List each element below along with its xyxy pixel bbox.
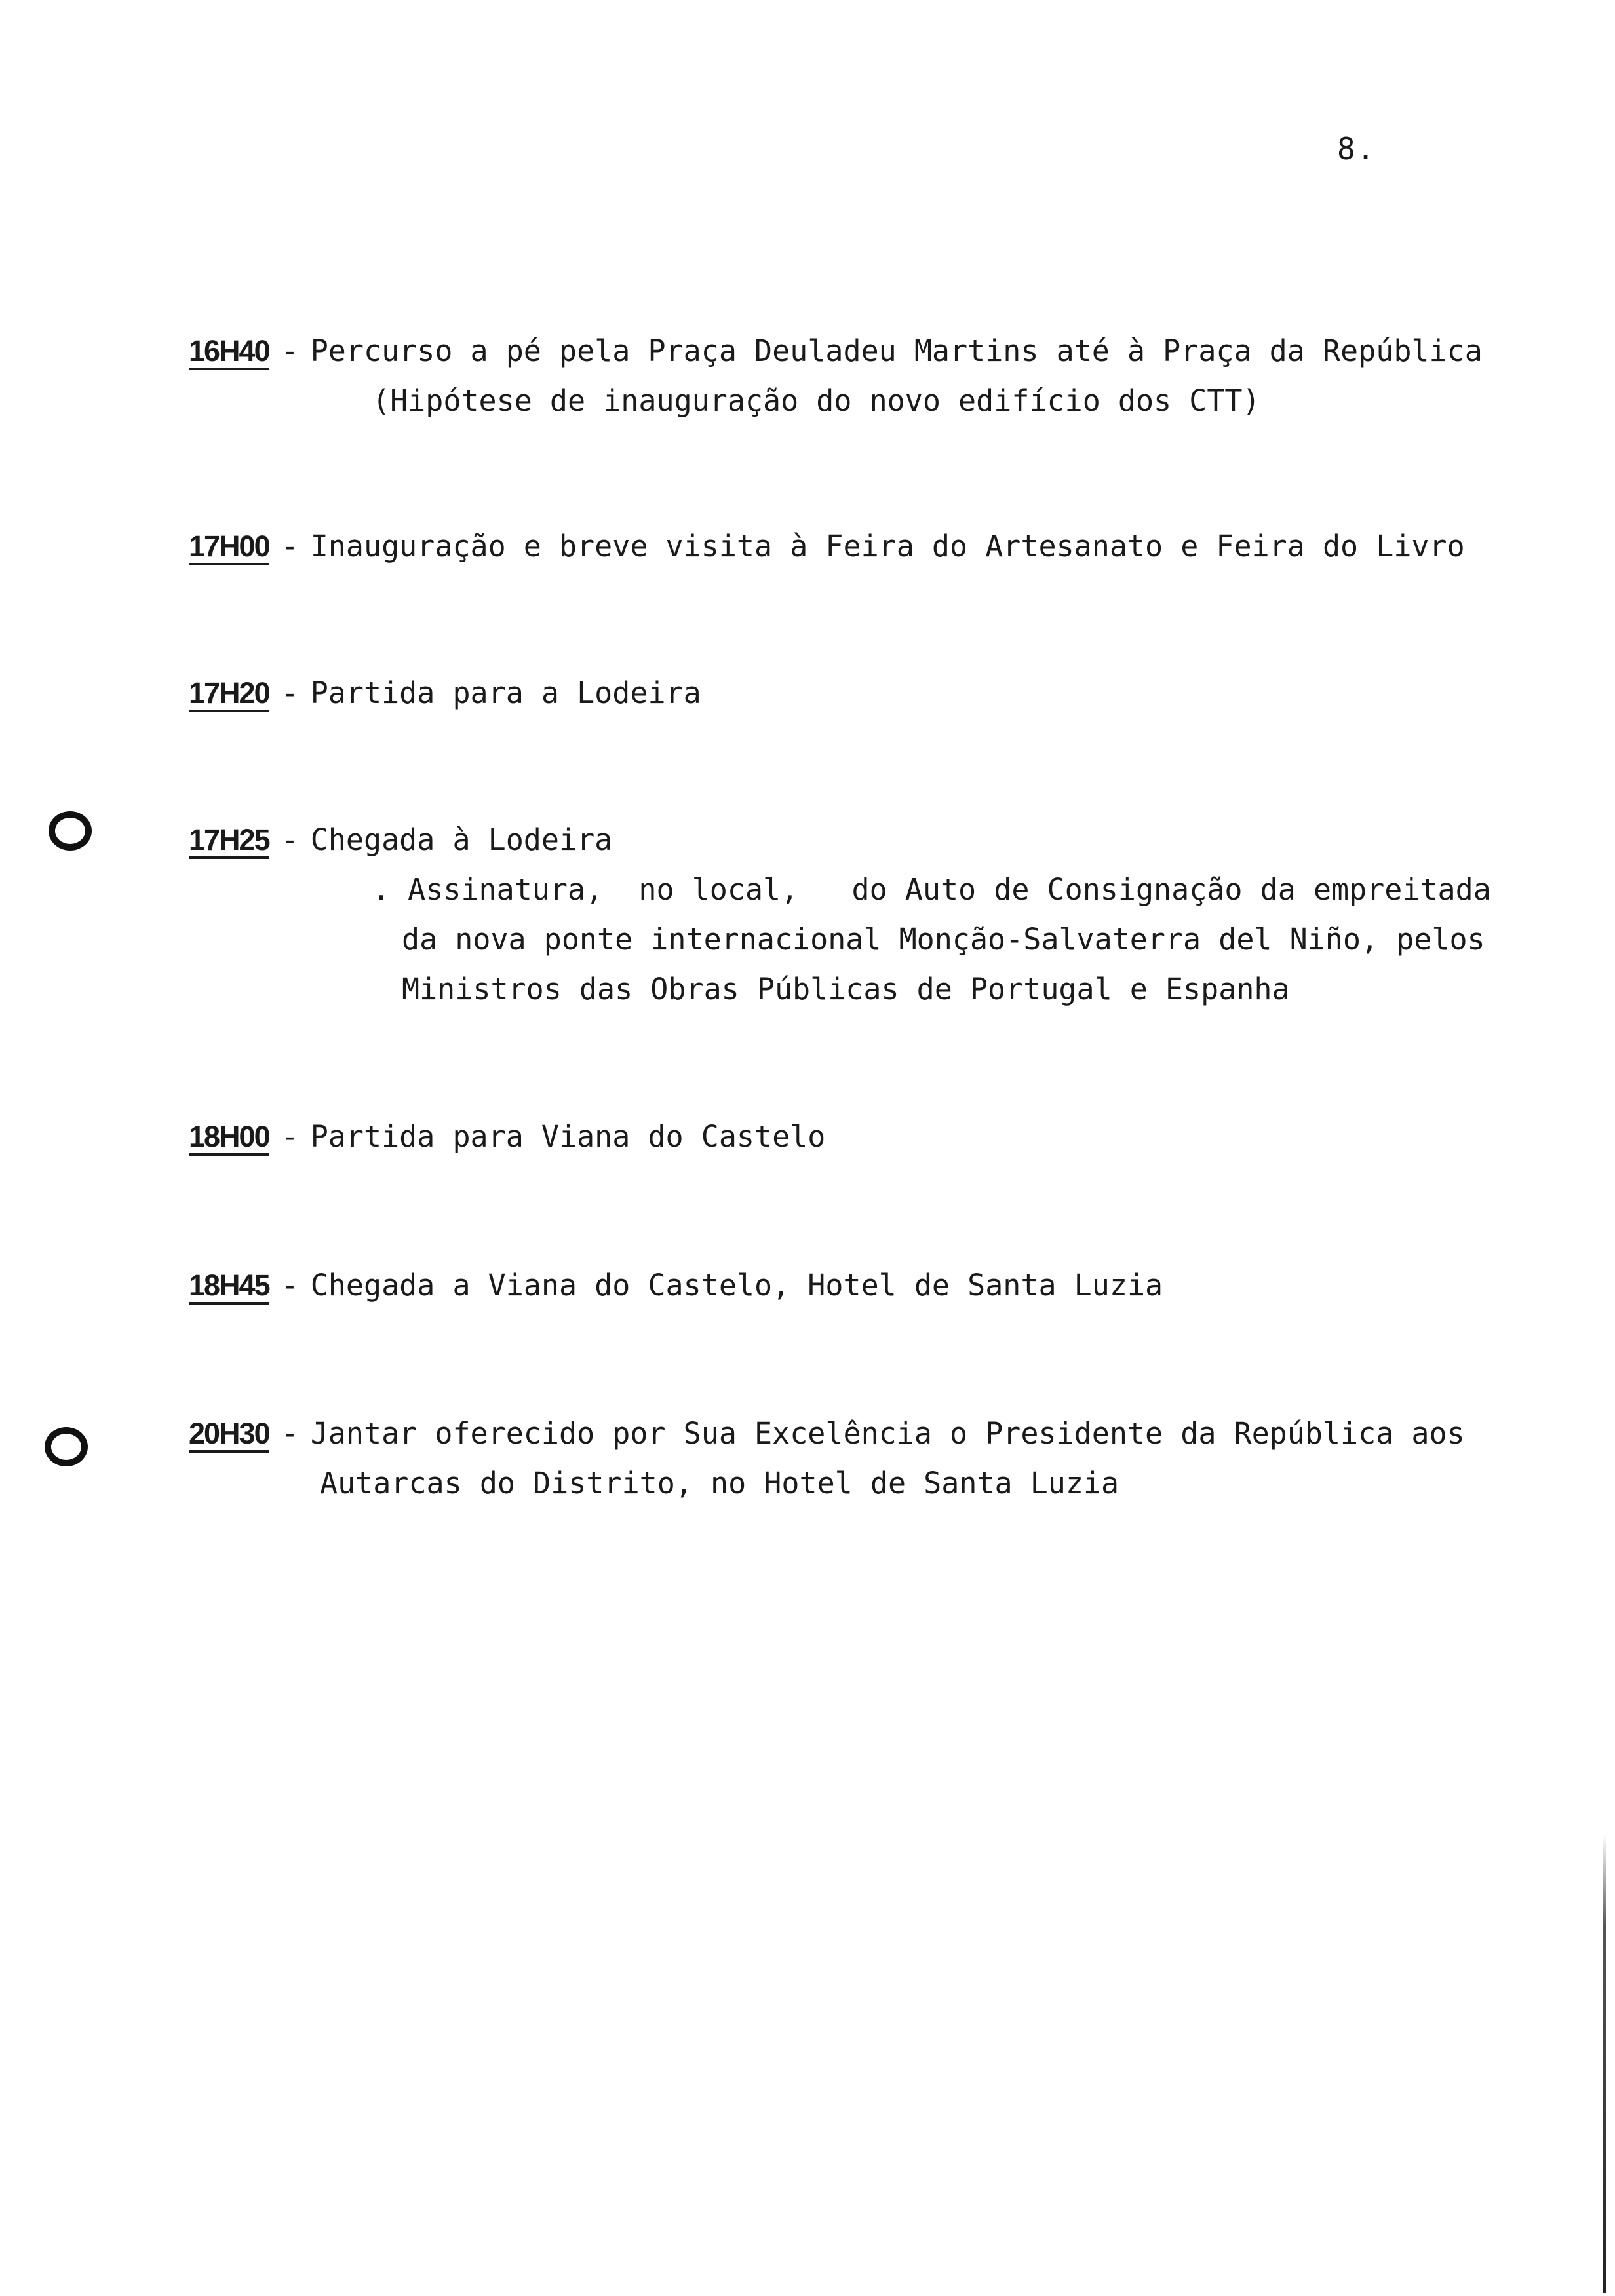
entry-time: 20H30 (189, 1417, 269, 1453)
entry-time: 17H00 (189, 530, 269, 565)
entry-dash: - (281, 1119, 299, 1154)
entry-time: 17H20 (189, 677, 269, 712)
entry-text: Partida para Viana do Castelo (310, 1119, 826, 1154)
entry-time: 17H25 (189, 824, 269, 859)
entry-dash: - (281, 334, 299, 368)
schedule-entry-1700 (189, 522, 1465, 571)
entry-dash: - (281, 822, 299, 857)
hole-punch-bottom-icon (45, 1427, 88, 1466)
entry-text: Chegada a Viana do Castelo, Hotel de Santa Luzia (310, 1268, 1163, 1303)
hole-punch-top-icon (49, 811, 92, 851)
entry-bullet-line: . Assinatura, no local, do Auto de Consignação da empreitada (372, 872, 1491, 907)
page-edge-shadow (1603, 1835, 1606, 2293)
entry-line (189, 326, 1483, 376)
entry-text: Percurso a pé pela Praça Deuladeu Martins até à Praça da República (310, 334, 1483, 368)
entry-dash: - (281, 529, 299, 564)
entry-text: Inauguração e breve visita à Feira do Artesanato e Feira do Livro (310, 529, 1465, 564)
entry-line: Autarcas do Distrito, no Hotel de Santa Luzia (320, 1466, 1119, 1501)
entry-text: Chegada à Lodeira (310, 822, 613, 857)
entry-time: 18H00 (189, 1120, 269, 1156)
entry-line (189, 668, 1418, 718)
entry-time: 18H45 (189, 1269, 269, 1305)
entry-line (189, 1112, 1418, 1162)
entry-line (189, 1261, 1418, 1311)
entry-bullet-continuation: Ministros das Obras Públicas de Portugal e Espanha (402, 972, 1290, 1006)
page-number: 8. (1337, 131, 1376, 166)
entry-text: Partida para a Lodeira (310, 676, 701, 710)
schedule-entry-1725 (189, 815, 1491, 1014)
schedule-entry-1845 (189, 1261, 1418, 1311)
schedule-entry-1720 (189, 668, 1418, 718)
schedule-entry-2030 (189, 1409, 1465, 1508)
entry-dash: - (281, 1416, 299, 1451)
entry-bullet-continuation: da nova ponte internacional Monção-Salvaterra del Niño, pelos (402, 922, 1485, 957)
entry-time: 16H40 (189, 335, 269, 370)
schedule-entry-1640 (189, 326, 1483, 426)
entry-line (189, 1409, 1465, 1459)
schedule-entry-1800 (189, 1112, 1418, 1162)
entry-dash: - (281, 1268, 299, 1303)
entry-line (189, 815, 1418, 865)
entry-line (189, 522, 1465, 571)
entry-dash: - (281, 676, 299, 710)
entry-line: (Hipótese de inauguração do novo edifício dos CTT) (372, 383, 1260, 418)
entry-text: Jantar oferecido por Sua Excelência o Presidente da República aos (310, 1416, 1465, 1451)
